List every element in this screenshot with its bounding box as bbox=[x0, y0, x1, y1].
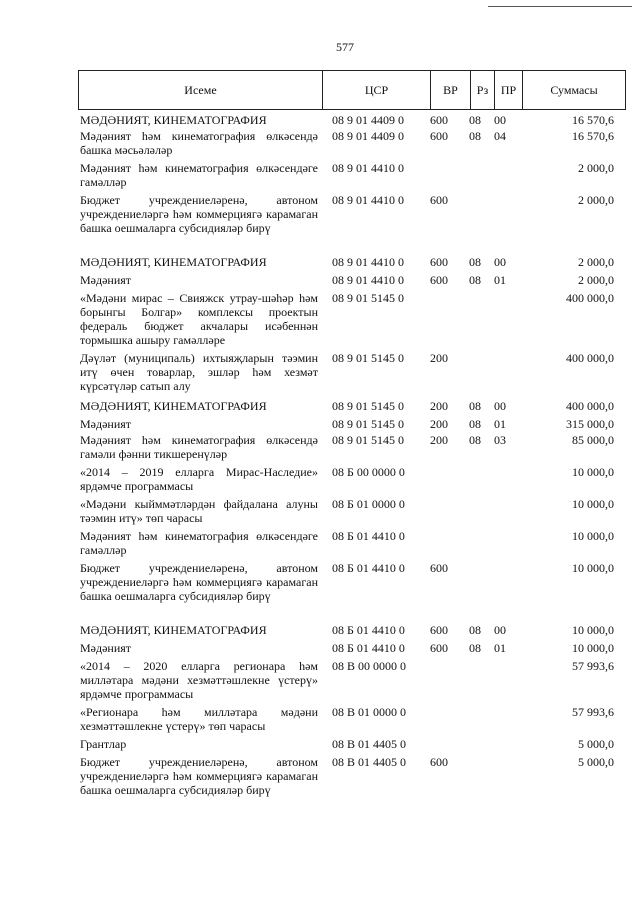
cell-name: Мәдәният bbox=[80, 417, 132, 431]
cell-name: «Мәдәни мирас – Свияжск утрау-шәһәр һәм борынгы Болгар» комплексы проектын федераль бюджет акчалары исәбеннән тормышка ашыру гамәлләре bbox=[80, 291, 318, 347]
cell-sum: 400 000,0 bbox=[566, 351, 614, 365]
cell-rz: 08 bbox=[469, 129, 481, 143]
cell-vr: 600 bbox=[430, 193, 448, 207]
cell-csr: 08 Б 00 0000 0 bbox=[332, 465, 405, 479]
cell-csr: 08 Б 01 4410 0 bbox=[332, 561, 405, 575]
cell-pr: 01 bbox=[494, 641, 506, 655]
cell-csr: 08 9 01 4410 0 bbox=[332, 193, 404, 207]
cell-pr: 00 bbox=[494, 113, 506, 127]
cell-sum: 57 993,6 bbox=[572, 659, 614, 673]
cell-vr: 600 bbox=[430, 255, 448, 269]
top-rule bbox=[488, 6, 632, 7]
header-vr: ВР bbox=[431, 71, 471, 109]
cell-sum: 57 993,6 bbox=[572, 705, 614, 719]
cell-name: «Регионара һәм милләтара мәдәни хезмәттәшлекне үстерү» төп чарасы bbox=[80, 705, 318, 733]
cell-csr: 08 Б 01 4410 0 bbox=[332, 623, 405, 637]
page-number: 577 bbox=[336, 40, 354, 54]
cell-sum: 400 000,0 bbox=[566, 291, 614, 305]
cell-rz: 08 bbox=[469, 273, 481, 287]
cell-rz: 08 bbox=[469, 623, 481, 637]
cell-name: «Мәдәни кыйммәтләрдән файдалана алуны тәэмин итү» төп чарасы bbox=[80, 497, 318, 525]
cell-csr: 08 Б 01 4410 0 bbox=[332, 641, 405, 655]
cell-csr: 08 9 01 4410 0 bbox=[332, 273, 404, 287]
cell-vr: 600 bbox=[430, 755, 448, 769]
cell-name: Мәдәният һәм кинематография өлкәсендә гамәли фәнни тикшеренүләр bbox=[80, 433, 318, 461]
cell-csr: 08 9 01 4409 0 bbox=[332, 113, 404, 127]
cell-name: Мәдәният bbox=[80, 641, 132, 655]
cell-sum: 2 000,0 bbox=[578, 273, 614, 287]
cell-pr: 00 bbox=[494, 399, 506, 413]
cell-sum: 10 000,0 bbox=[572, 641, 614, 655]
cell-vr: 600 bbox=[430, 641, 448, 655]
cell-sum: 10 000,0 bbox=[572, 465, 614, 479]
cell-csr: 08 9 01 5145 0 bbox=[332, 433, 404, 447]
cell-name: Дәүләт (муниципаль) ихтыяҗларын тәэмин итү өчен товарлар, эшләр һәм хезмәт күрсәтүләр сатып алу bbox=[80, 351, 318, 393]
cell-csr: 08 Б 01 0000 0 bbox=[332, 497, 405, 511]
cell-vr: 600 bbox=[430, 561, 448, 575]
cell-vr: 600 bbox=[430, 273, 448, 287]
cell-vr: 200 bbox=[430, 399, 448, 413]
cell-name: МӘДӘНИЯТ, КИНЕМАТОГРАФИЯ bbox=[80, 255, 267, 269]
cell-name: «2014 – 2020 елларга регионара һәм милләтара мәдәни хезмәттәшлекне үстерү» ярдәмче программасы bbox=[80, 659, 318, 701]
cell-rz: 08 bbox=[469, 255, 481, 269]
cell-sum: 5 000,0 bbox=[578, 755, 614, 769]
cell-sum: 2 000,0 bbox=[578, 193, 614, 207]
cell-csr: 08 9 01 4410 0 bbox=[332, 161, 404, 175]
cell-sum: 16 570,6 bbox=[572, 129, 614, 143]
cell-sum: 10 000,0 bbox=[572, 497, 614, 511]
cell-sum: 16 570,6 bbox=[572, 113, 614, 127]
cell-csr: 08 В 00 0000 0 bbox=[332, 659, 407, 673]
cell-csr: 08 9 01 5145 0 bbox=[332, 417, 404, 431]
cell-name: МӘДӘНИЯТ, КИНЕМАТОГРАФИЯ bbox=[80, 623, 267, 637]
cell-name: МӘДӘНИЯТ, КИНЕМАТОГРАФИЯ bbox=[80, 113, 267, 127]
cell-rz: 08 bbox=[469, 641, 481, 655]
cell-name: Бюджет учреждениеләренә, автоном учреждениеләргә һәм коммерциягә карамаган башка оешмаларга субсидияләр бирү bbox=[80, 755, 318, 797]
cell-sum: 5 000,0 bbox=[578, 737, 614, 751]
header-rz: Рз bbox=[471, 71, 495, 109]
cell-vr: 600 bbox=[430, 113, 448, 127]
cell-csr: 08 В 01 4405 0 bbox=[332, 755, 407, 769]
cell-csr: 08 9 01 4409 0 bbox=[332, 129, 404, 143]
cell-sum: 10 000,0 bbox=[572, 529, 614, 543]
cell-rz: 08 bbox=[469, 399, 481, 413]
cell-vr: 200 bbox=[430, 351, 448, 365]
cell-vr: 200 bbox=[430, 433, 448, 447]
cell-sum: 315 000,0 bbox=[566, 417, 614, 431]
cell-name: Бюджет учреждениеләренә, автоном учреждениеләргә һәм коммерциягә карамаган башка оешмаларга субсидияләр бирү bbox=[80, 193, 318, 235]
cell-name: Мәдәният һәм кинематография өлкәсендәге гамәлләр bbox=[80, 529, 318, 557]
cell-sum: 400 000,0 bbox=[566, 399, 614, 413]
cell-rz: 08 bbox=[469, 417, 481, 431]
cell-csr: 08 9 01 5145 0 bbox=[332, 351, 404, 365]
cell-csr: 08 Б 01 4410 0 bbox=[332, 529, 405, 543]
cell-rz: 08 bbox=[469, 433, 481, 447]
cell-pr: 01 bbox=[494, 417, 506, 431]
cell-name: Мәдәният bbox=[80, 273, 132, 287]
cell-vr: 200 bbox=[430, 417, 448, 431]
cell-name: Мәдәният һәм кинематография өлкәсендәге гамәлләр bbox=[80, 161, 318, 189]
table-header bbox=[78, 70, 626, 110]
cell-pr: 03 bbox=[494, 433, 506, 447]
cell-name: Грантлар bbox=[80, 737, 127, 751]
cell-vr: 600 bbox=[430, 129, 448, 143]
cell-sum: 85 000,0 bbox=[572, 433, 614, 447]
cell-sum: 2 000,0 bbox=[578, 161, 614, 175]
cell-name: Бюджет учреждениеләренә, автоном учреждениеләргә һәм коммерциягә карамаган башка оешмаларга субсидияләр бирү bbox=[80, 561, 318, 603]
cell-name: Мәдәният һәм кинематография өлкәсендә башка мәсьәләләр bbox=[80, 129, 318, 157]
cell-csr: 08 В 01 4405 0 bbox=[332, 737, 407, 751]
header-sum: Суммасы bbox=[550, 82, 598, 97]
cell-name: МӘДӘНИЯТ, КИНЕМАТОГРАФИЯ bbox=[80, 399, 267, 413]
cell-rz: 08 bbox=[469, 113, 481, 127]
cell-sum: 10 000,0 bbox=[572, 623, 614, 637]
cell-vr: 600 bbox=[430, 623, 448, 637]
cell-name: «2014 – 2019 елларга Мирас-Наследие» ярдәмче программасы bbox=[80, 465, 318, 493]
cell-csr: 08 9 01 4410 0 bbox=[332, 255, 404, 269]
cell-pr: 01 bbox=[494, 273, 506, 287]
cell-pr: 00 bbox=[494, 255, 506, 269]
header-pr: ПР bbox=[495, 71, 523, 109]
cell-csr: 08 9 01 5145 0 bbox=[332, 291, 404, 305]
header-name: Исеме bbox=[79, 71, 323, 109]
header-csr: ЦСР bbox=[323, 71, 431, 109]
cell-sum: 10 000,0 bbox=[572, 561, 614, 575]
cell-csr: 08 9 01 5145 0 bbox=[332, 399, 404, 413]
cell-pr: 04 bbox=[494, 129, 506, 143]
cell-pr: 00 bbox=[494, 623, 506, 637]
cell-sum: 2 000,0 bbox=[578, 255, 614, 269]
cell-csr: 08 В 01 0000 0 bbox=[332, 705, 407, 719]
